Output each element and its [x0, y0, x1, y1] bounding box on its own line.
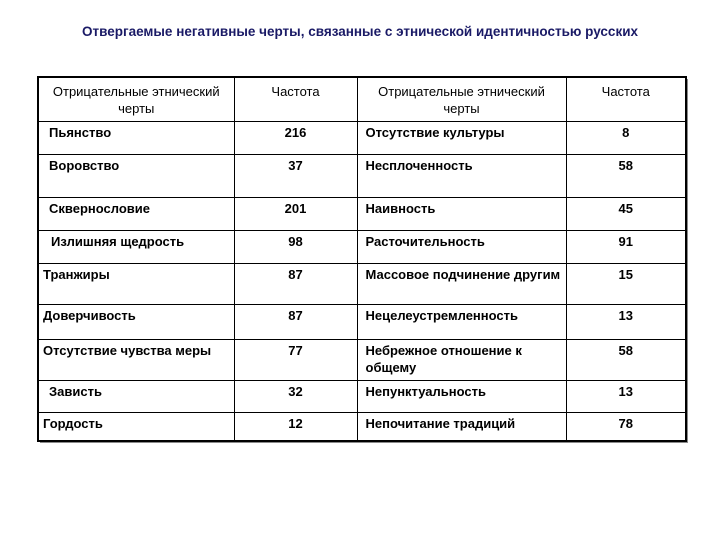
- trait-cell: Гордость: [38, 412, 234, 441]
- trait-cell: Транжиры: [38, 263, 234, 304]
- trait-cell: Непунктуальность: [357, 380, 566, 412]
- header-negative-traits-2: Отрицательные этнический черты: [357, 77, 566, 121]
- trait-cell: Зависть: [38, 380, 234, 412]
- frequency-cell: 8: [566, 121, 686, 154]
- frequency-cell: 32: [234, 380, 357, 412]
- trait-cell: Массовое подчинение другим: [357, 263, 566, 304]
- trait-cell: Доверчивость: [38, 304, 234, 339]
- trait-cell: Небрежное отношение к общему: [357, 339, 566, 380]
- frequency-cell: 91: [566, 230, 686, 263]
- table-row: [38, 121, 686, 154]
- table-row: [38, 263, 686, 304]
- frequency-cell: 12: [234, 412, 357, 441]
- trait-cell: Отсутствие чувства меры: [38, 339, 234, 380]
- traits-table-container: [37, 76, 685, 440]
- trait-cell: Воровство: [38, 154, 234, 197]
- frequency-cell: 87: [234, 263, 357, 304]
- trait-cell: Сквернословие: [38, 197, 234, 230]
- frequency-cell: 15: [566, 263, 686, 304]
- page-title: Отвергаемые негативные черты, связанные с этнической идентичностью русских: [81, 24, 639, 39]
- frequency-cell: 201: [234, 197, 357, 230]
- frequency-cell: 216: [234, 121, 357, 154]
- frequency-cell: 87: [234, 304, 357, 339]
- traits-frequency-table: [37, 76, 687, 442]
- frequency-cell: 58: [566, 339, 686, 380]
- trait-cell: Непочитание традиций: [357, 412, 566, 441]
- header-frequency-2: Частота: [566, 77, 686, 121]
- trait-cell: Отсутствие культуры: [357, 121, 566, 154]
- frequency-cell: 37: [234, 154, 357, 197]
- trait-cell: Излишняя щедрость: [38, 230, 234, 263]
- trait-cell: Наивность: [357, 197, 566, 230]
- table-row: [38, 230, 686, 263]
- frequency-cell: 13: [566, 380, 686, 412]
- trait-cell: Несплоченность: [357, 154, 566, 197]
- table-row: [38, 197, 686, 230]
- trait-cell: Нецелеустремленность: [357, 304, 566, 339]
- table-row: [38, 304, 686, 339]
- frequency-cell: 45: [566, 197, 686, 230]
- frequency-cell: 58: [566, 154, 686, 197]
- header-frequency-1: Частота: [234, 77, 357, 121]
- table-row: [38, 154, 686, 197]
- header-negative-traits-1: Отрицательные этнический черты: [38, 77, 234, 121]
- table-row: [38, 380, 686, 412]
- table-header-row: [38, 77, 686, 121]
- frequency-cell: 78: [566, 412, 686, 441]
- trait-cell: Пьянство: [38, 121, 234, 154]
- table-row: [38, 339, 686, 380]
- trait-cell: Расточительность: [357, 230, 566, 263]
- frequency-cell: 98: [234, 230, 357, 263]
- table-row: [38, 412, 686, 441]
- frequency-cell: 13: [566, 304, 686, 339]
- frequency-cell: 77: [234, 339, 357, 380]
